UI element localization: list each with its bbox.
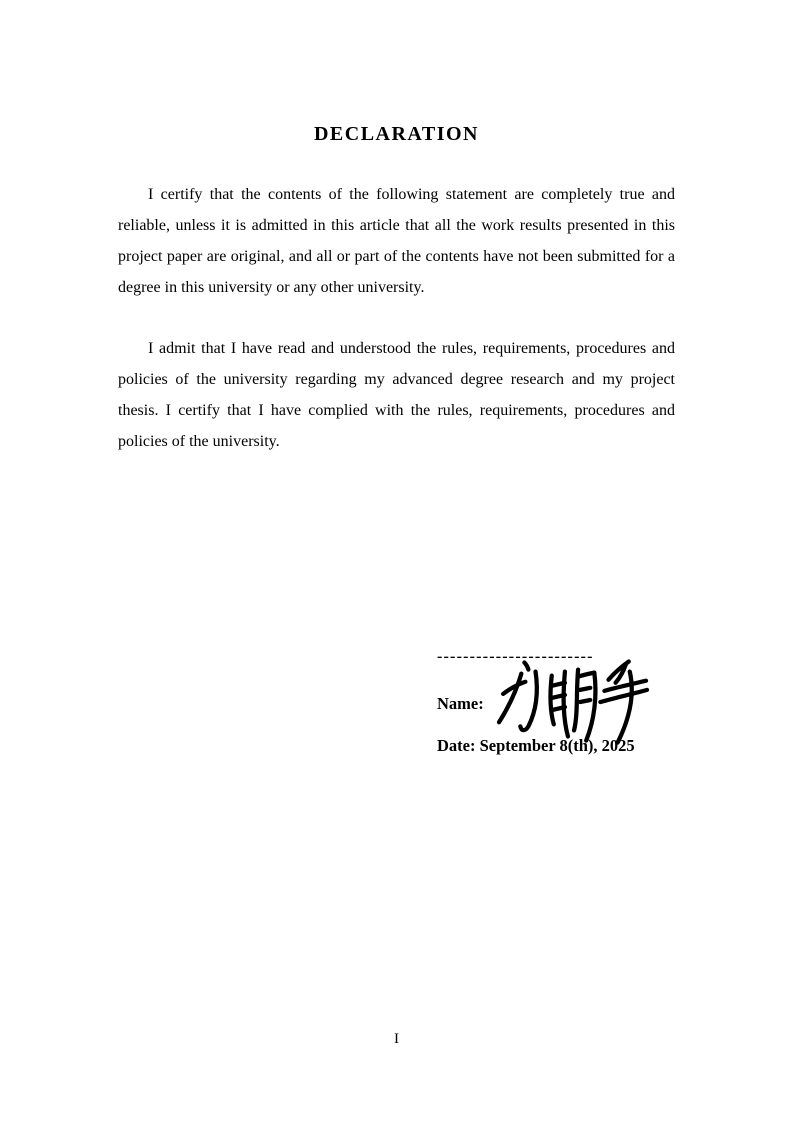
paragraph-1: I certify that the contents of the following statement are completely true and reliable, unless it is admitted in this article that all the work results presented in this project paper are original, and all or part of the contents have not been submitted for a degree in this university or any other university. bbox=[118, 186, 675, 296]
paragraph-2: I admit that I have read and understood the rules, requirements, procedures and policies of the university regarding my advanced degree research and my project thesis. I certify that I have complied with the rules, requirements, procedures and policies of the university. bbox=[118, 340, 675, 450]
name-label: Name: bbox=[437, 694, 484, 713]
signature-dashed-line: ------------------------ bbox=[437, 648, 594, 665]
handwritten-signature-image bbox=[495, 659, 647, 743]
page-number: I bbox=[394, 1031, 399, 1047]
declaration-body bbox=[118, 179, 675, 457]
page-title: DECLARATION bbox=[313, 123, 480, 145]
signature-block bbox=[437, 645, 687, 775]
date-line: Date: September 8(th), 2025 bbox=[437, 736, 635, 755]
